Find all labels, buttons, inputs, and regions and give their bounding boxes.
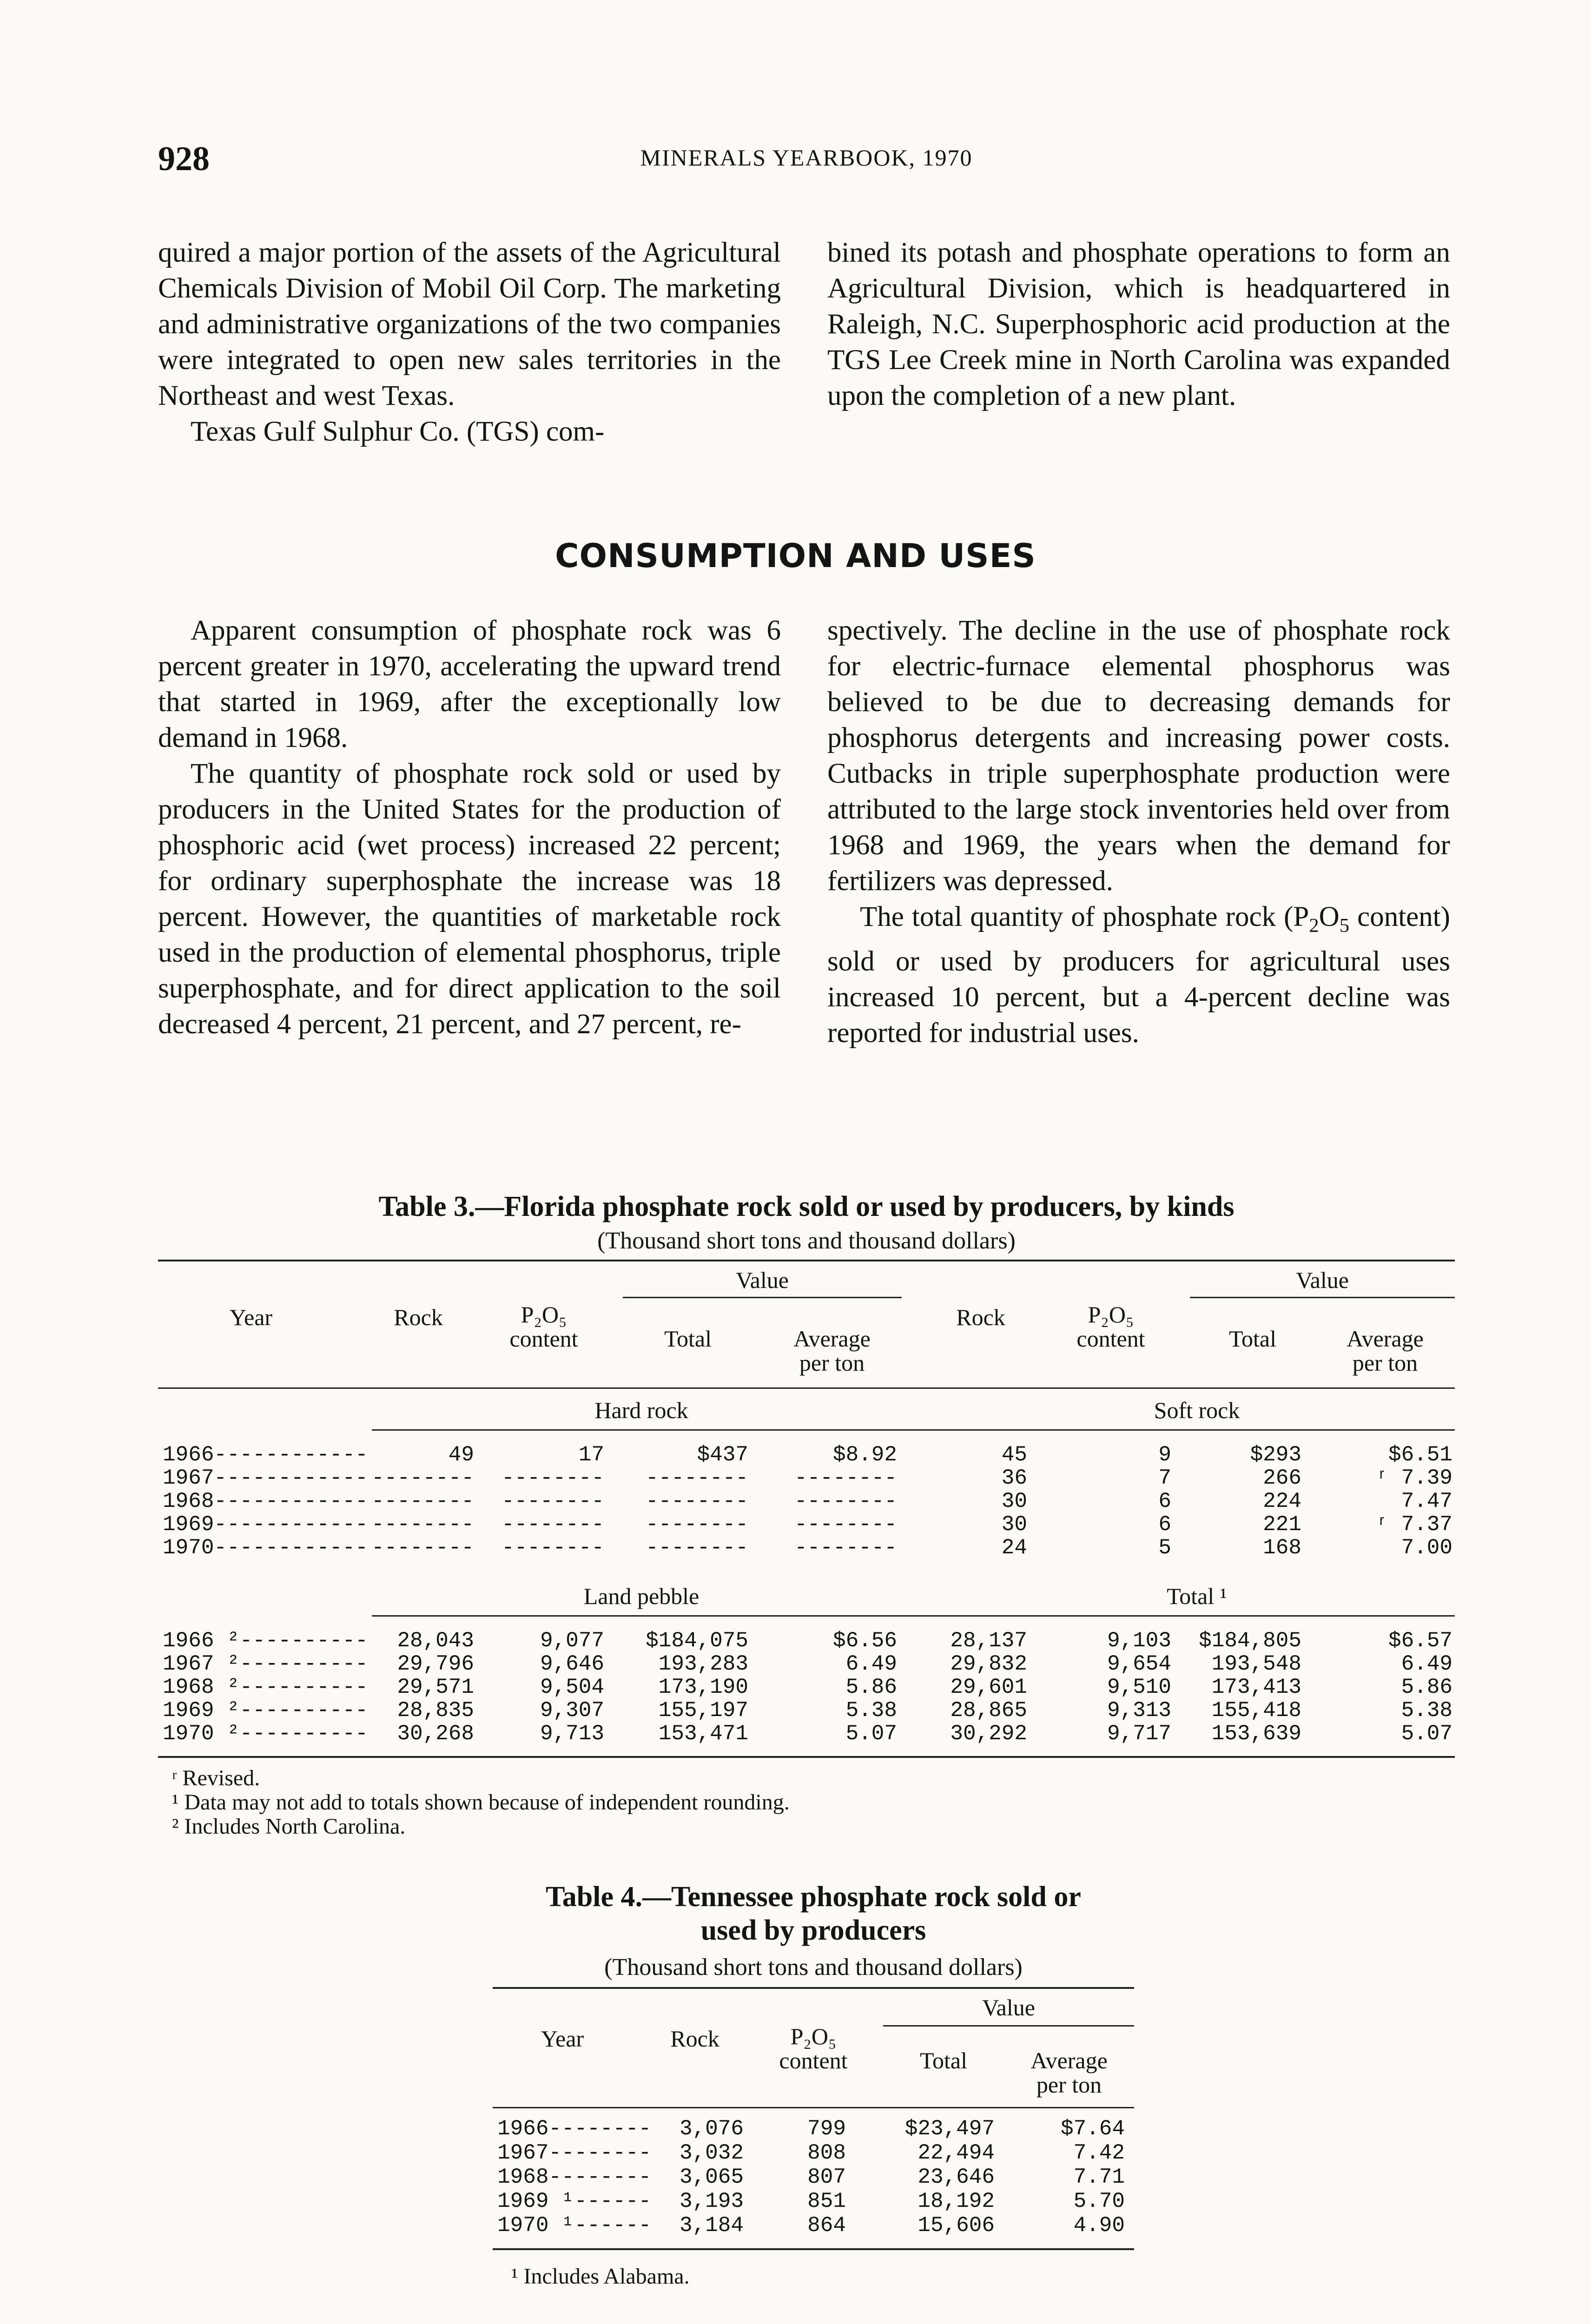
section-right-paragraph-2: The total quantity of phosphate rock ($P_2O_5$ content) sold or used by producers for agricultural uses increased 10 percent, but a 4-percent decline was reported for industrial uses. [827, 901, 1450, 1049]
section-left-column [158, 613, 781, 1042]
t3-upper-hr_rock-0: 49 [448, 1443, 474, 1467]
t3-upper-sr_rock-4: 24 [1001, 1536, 1027, 1560]
intro-left-paragraph-2: Texas Gulf Sulphur Co. (TGS) com- [191, 416, 605, 447]
t3-lower-t_rock-1: 29,832 [950, 1652, 1027, 1676]
t4-header-year: Year [541, 2026, 584, 2052]
t4-header-bottom-rule [493, 2107, 1134, 2108]
t3-upper-sr_rock-3: 30 [1001, 1512, 1027, 1537]
t4-year-3: 1969 ¹------ [497, 2189, 652, 2213]
t4-header-p2o5: P₂O₅ [790, 2023, 837, 2049]
t3-upper-hr_total-0: $437 [697, 1443, 748, 1467]
t3-upper-hr_p2o5-3: -------- [502, 1512, 604, 1537]
t3-lower-t_avg-0: $6.57 [1388, 1629, 1452, 1653]
t3-upper-hr_rock-2: -------- [371, 1489, 474, 1513]
t3-lower-t_total-0: $184,805 [1199, 1629, 1301, 1653]
t3-upper-sr_p2o5-1: 7 [1158, 1466, 1171, 1490]
table-4-title-line-2: used by producers [700, 1915, 926, 1946]
t3-lower-lp_rock-1: 29,796 [397, 1652, 474, 1676]
t3-group-total: Total ¹ [1167, 1583, 1227, 1609]
t3-value-rule-left [623, 1297, 902, 1298]
t3-header-content-right: content [1076, 1326, 1145, 1352]
t3-lower-t_rock-2: 29,601 [950, 1675, 1027, 1699]
t3-upper-sr_total-3: 221 [1263, 1512, 1301, 1537]
t3-lower-t_total-1: 193,548 [1211, 1652, 1301, 1676]
t4-avg-3: 5.70 [1073, 2189, 1125, 2213]
t3-lower-lp_total-1: 193,283 [658, 1652, 748, 1676]
t3-lower-t_avg-3: 5.38 [1401, 1698, 1452, 1723]
t3-upper-hr_total-2: -------- [646, 1489, 748, 1513]
t3-upper-hr_avg-1: -------- [794, 1466, 897, 1490]
t3-lower-lp_p2o5-2: 9,504 [540, 1675, 604, 1699]
t3-upper-year-4: 1970------------ [163, 1536, 368, 1560]
t3-lower-lp_p2o5-0: 9,077 [540, 1629, 604, 1653]
t3-upper-sr_rock-2: 30 [1001, 1489, 1027, 1513]
intro-right-column [827, 235, 1450, 414]
t3-lower-t_total-3: 155,418 [1211, 1698, 1301, 1723]
t3-lower-lp_rock-0: 28,043 [397, 1629, 474, 1653]
t3-lower-t_rock-3: 28,865 [950, 1698, 1027, 1723]
t3-upper-hr_p2o5-0: 17 [578, 1443, 604, 1467]
t4-header-rock: Rock [670, 2026, 720, 2052]
t3-group-rule-1 [372, 1429, 1455, 1431]
t3-lower-t_p2o5-3: 9,313 [1107, 1698, 1171, 1723]
t4-rock-0: 3,076 [679, 2117, 744, 2141]
t3-lower-t_rock-4: 30,292 [950, 1722, 1027, 1746]
t4-header-total: Total [919, 2047, 968, 2073]
t3-lower-year-0: 1966 ²---------- [163, 1629, 368, 1653]
t3-header-total-right: Total [1228, 1326, 1277, 1352]
t3-lower-lp_avg-1: 6.49 [845, 1652, 897, 1676]
t3-footnote-1: ʳ Revised. [172, 1766, 260, 1790]
t3-lower-lp_avg-2: 5.86 [845, 1675, 897, 1699]
t3-header-p2o5-right: P₂O₅ [1088, 1301, 1134, 1327]
t3-lower-lp_p2o5-3: 9,307 [540, 1698, 604, 1723]
t3-lower-year-3: 1969 ²---------- [163, 1698, 368, 1723]
running-title: MINERALS YEARBOOK, 1970 [640, 145, 973, 171]
t3-header-total-left: Total [664, 1326, 712, 1352]
t4-footnote: ¹ Includes Alabama. [511, 2264, 690, 2289]
t3-upper-hr_rock-3: -------- [371, 1512, 474, 1537]
t3-header-value-left: Value [736, 1267, 789, 1293]
t3-header-rock-left: Rock [394, 1304, 443, 1330]
t3-lower-t_total-4: 153,639 [1211, 1722, 1301, 1746]
t3-lower-t_avg-1: 6.49 [1401, 1652, 1452, 1676]
t3-upper-sr_avg-4: 7.00 [1401, 1536, 1452, 1560]
t4-header-content: content [779, 2047, 848, 2073]
t3-upper-sr_p2o5-4: 5 [1158, 1536, 1171, 1560]
t3-upper-sr_avg-3: ʳ 7.37 [1375, 1512, 1452, 1537]
t4-p2o5-0: 799 [807, 2117, 846, 2141]
t4-p2o5-3: 851 [807, 2189, 846, 2213]
intro-left-column [158, 235, 781, 449]
t3-group-soft-rock: Soft rock [1154, 1397, 1240, 1423]
t3-lower-lp_rock-2: 29,571 [397, 1675, 474, 1699]
t3-lower-year-1: 1967 ²---------- [163, 1652, 368, 1676]
t3-lower-lp_rock-3: 28,835 [397, 1698, 474, 1723]
t3-upper-hr_rock-4: -------- [371, 1536, 474, 1560]
t3-upper-hr_p2o5-4: -------- [502, 1536, 604, 1560]
t3-header-perton-left: per ton [799, 1350, 865, 1376]
t3-lower-lp_avg-0: $6.56 [832, 1629, 897, 1653]
t4-header-perton: per ton [1036, 2072, 1102, 2098]
t3-upper-hr_p2o5-2: -------- [502, 1489, 604, 1513]
section-right-paragraph-1: spectively. The decline in the use of phosphate rock for electric-furnace elemental phosphorus was believed to be due to decreasing demands for phosphorus detergents and increasing power costs. Cutbacks in triple superphosphate production were attributed to the large stock inventories held over from 1968 and 1969, the years when the demand for fertilizers was depressed. [827, 615, 1450, 897]
t4-top-rule [493, 1987, 1134, 1989]
table-3-subtitle: (Thousand short tons and thousand dollars) [597, 1228, 1016, 1254]
t3-group-rule-2 [372, 1615, 1455, 1617]
t4-bottom-rule [493, 2248, 1134, 2250]
t4-total-3: 18,192 [918, 2189, 995, 2213]
t3-value-rule-right [1190, 1297, 1455, 1298]
section-right-column [827, 613, 1450, 1051]
t3-upper-sr_total-2: 224 [1263, 1489, 1301, 1513]
t4-year-4: 1970 ¹------ [497, 2213, 652, 2238]
t4-total-2: 23,646 [918, 2165, 995, 2189]
t3-upper-sr_total-0: $293 [1250, 1443, 1301, 1467]
t4-year-1: 1967-------- [497, 2141, 652, 2165]
t3-footnote-2: ¹ Data may not add to totals shown because of independent rounding. [172, 1790, 790, 1815]
t4-rock-3: 3,193 [679, 2189, 744, 2213]
t3-bottom-rule [158, 1756, 1455, 1758]
t4-header-value: Value [982, 1994, 1035, 2020]
t3-upper-sr_rock-0: 45 [1001, 1443, 1027, 1467]
t3-lower-lp_total-4: 153,471 [658, 1722, 748, 1746]
t4-rock-4: 3,184 [679, 2213, 744, 2238]
t3-upper-hr_p2o5-1: -------- [502, 1466, 604, 1490]
t3-upper-sr_total-1: 266 [1263, 1466, 1301, 1490]
t4-avg-4: 4.90 [1073, 2213, 1125, 2238]
t3-upper-hr_total-4: -------- [646, 1536, 748, 1560]
t3-upper-hr_rock-1: -------- [371, 1466, 474, 1490]
t3-lower-t_p2o5-4: 9,717 [1107, 1722, 1171, 1746]
t3-lower-lp_total-3: 155,197 [658, 1698, 748, 1723]
t4-header-average: Average [1030, 2047, 1108, 2073]
t3-upper-year-2: 1968------------ [163, 1489, 368, 1513]
t3-lower-year-4: 1970 ²---------- [163, 1722, 368, 1746]
t3-group-hard-rock: Hard rock [594, 1397, 688, 1423]
t4-total-1: 22,494 [918, 2141, 995, 2165]
t4-avg-2: 7.71 [1073, 2165, 1125, 2189]
section-left-paragraph-2: The quantity of phosphate rock sold or used by producers in the United States for the production of phosphoric acid (wet process) increased 22 percent; for ordinary superphosphate the increase was 18 percent. However, the quantities of marketable rock used in the production of elemental phosphorus, triple superphosphate, and for direct application to the soil decreased 4 percent, 21 percent, and 27 percent, re- [158, 758, 781, 1040]
table-4-subtitle: (Thousand short tons and thousand dollars) [604, 1954, 1023, 1981]
t4-rock-2: 3,065 [679, 2165, 744, 2189]
t4-avg-0: $7.64 [1060, 2117, 1125, 2141]
table-3-top-rule [158, 1260, 1455, 1261]
page-header [158, 139, 1455, 195]
table-3 [158, 1190, 1455, 1850]
t3-header-perton-right: per ton [1352, 1350, 1418, 1376]
t3-header-bottom-rule [158, 1387, 1455, 1389]
t3-upper-sr_avg-1: ʳ 7.39 [1375, 1466, 1452, 1490]
t3-footnote-3: ² Includes North Carolina. [172, 1814, 406, 1839]
t4-rock-1: 3,032 [679, 2141, 744, 2165]
intro-left-paragraph-1: quired a major portion of the assets of the Agricultural Chemicals Division of Mobil Oil Corp. The marketing and administrative organizations of the two companies were integrated to open new sales territories in the Northeast and west Texas. [158, 237, 781, 411]
t3-upper-sr_p2o5-3: 6 [1158, 1512, 1171, 1537]
t3-header-content-left: content [509, 1326, 578, 1352]
t3-lower-t_rock-0: 28,137 [950, 1629, 1027, 1653]
t3-lower-lp_avg-3: 5.38 [845, 1698, 897, 1723]
table-4 [493, 1880, 1134, 2298]
section-left-paragraph-1: Apparent consumption of phosphate rock was 6 percent greater in 1970, accelerating the upward trend that started in 1969, after the exceptionally low demand in 1968. [158, 615, 781, 753]
t3-upper-sr_total-4: 168 [1263, 1536, 1301, 1560]
t3-upper-hr_avg-0: $8.92 [832, 1443, 897, 1467]
section-heading: CONSUMPTION AND USES [555, 537, 1036, 575]
t3-upper-year-1: 1967------------ [163, 1466, 368, 1490]
t4-value-rule [883, 2025, 1134, 2027]
t4-p2o5-4: 864 [807, 2213, 846, 2238]
t3-lower-lp_rock-4: 30,268 [397, 1722, 474, 1746]
t3-upper-hr_avg-2: -------- [794, 1489, 897, 1513]
t3-upper-sr_p2o5-0: 9 [1158, 1443, 1171, 1467]
t3-upper-year-0: 1966------------ [163, 1443, 368, 1467]
t3-upper-sr_p2o5-2: 6 [1158, 1489, 1171, 1513]
t3-lower-lp_p2o5-1: 9,646 [540, 1652, 604, 1676]
t3-lower-t_avg-4: 5.07 [1401, 1722, 1452, 1746]
t3-upper-hr_avg-3: -------- [794, 1512, 897, 1537]
t3-upper-hr_total-1: -------- [646, 1466, 748, 1490]
t4-year-2: 1968-------- [497, 2165, 652, 2189]
t3-upper-sr_rock-1: 36 [1001, 1466, 1027, 1490]
t3-lower-lp_p2o5-4: 9,713 [540, 1722, 604, 1746]
t3-lower-t_avg-2: 5.86 [1401, 1675, 1452, 1699]
table-3-title: Table 3.—Florida phosphate rock sold or used by producers, by kinds [378, 1191, 1235, 1222]
t4-total-4: 15,606 [918, 2213, 995, 2238]
t3-lower-lp_avg-4: 5.07 [845, 1722, 897, 1746]
t3-header-average-left: Average [793, 1326, 871, 1352]
page-number: 928 [158, 140, 210, 178]
t3-header-year: Year [229, 1304, 273, 1330]
t3-upper-hr_total-3: -------- [646, 1512, 748, 1537]
t3-upper-year-3: 1969------------ [163, 1512, 368, 1537]
t3-header-value-right: Value [1296, 1267, 1349, 1293]
t3-header-average-right: Average [1347, 1326, 1424, 1352]
t3-lower-lp_total-2: 173,190 [658, 1675, 748, 1699]
t4-p2o5-1: 808 [807, 2141, 846, 2165]
t3-header-rock-right: Rock [956, 1304, 1005, 1330]
t3-lower-t_p2o5-0: 9,103 [1107, 1629, 1171, 1653]
t4-year-0: 1966-------- [497, 2117, 652, 2141]
t4-p2o5-2: 807 [807, 2165, 846, 2189]
t3-lower-t_total-2: 173,413 [1211, 1675, 1301, 1699]
t3-lower-t_p2o5-2: 9,510 [1107, 1675, 1171, 1699]
t3-upper-sr_avg-0: $6.51 [1388, 1443, 1452, 1467]
t3-upper-sr_avg-2: 7.47 [1401, 1489, 1452, 1513]
t4-total-0: $23,497 [904, 2117, 995, 2141]
t4-avg-1: 7.42 [1073, 2141, 1125, 2165]
intro-right-paragraph-1: bined its potash and phosphate operations to form an Agricultural Division, which is headquartered in Raleigh, N.C. Superphosphoric acid production at the TGS Lee Creek mine in North Carolina was expanded upon the completion of a new plant. [827, 237, 1450, 411]
t3-lower-year-2: 1968 ²---------- [163, 1675, 368, 1699]
t3-lower-t_p2o5-1: 9,654 [1107, 1652, 1171, 1676]
t3-group-land-pebble: Land pebble [583, 1583, 700, 1609]
t3-lower-lp_total-0: $184,075 [646, 1629, 748, 1653]
table-4-title-line-1: Table 4.—Tennessee phosphate rock sold or [546, 1881, 1081, 1913]
t3-header-p2o5-left: P₂O₅ [521, 1301, 567, 1327]
t3-upper-hr_avg-4: -------- [794, 1536, 897, 1560]
